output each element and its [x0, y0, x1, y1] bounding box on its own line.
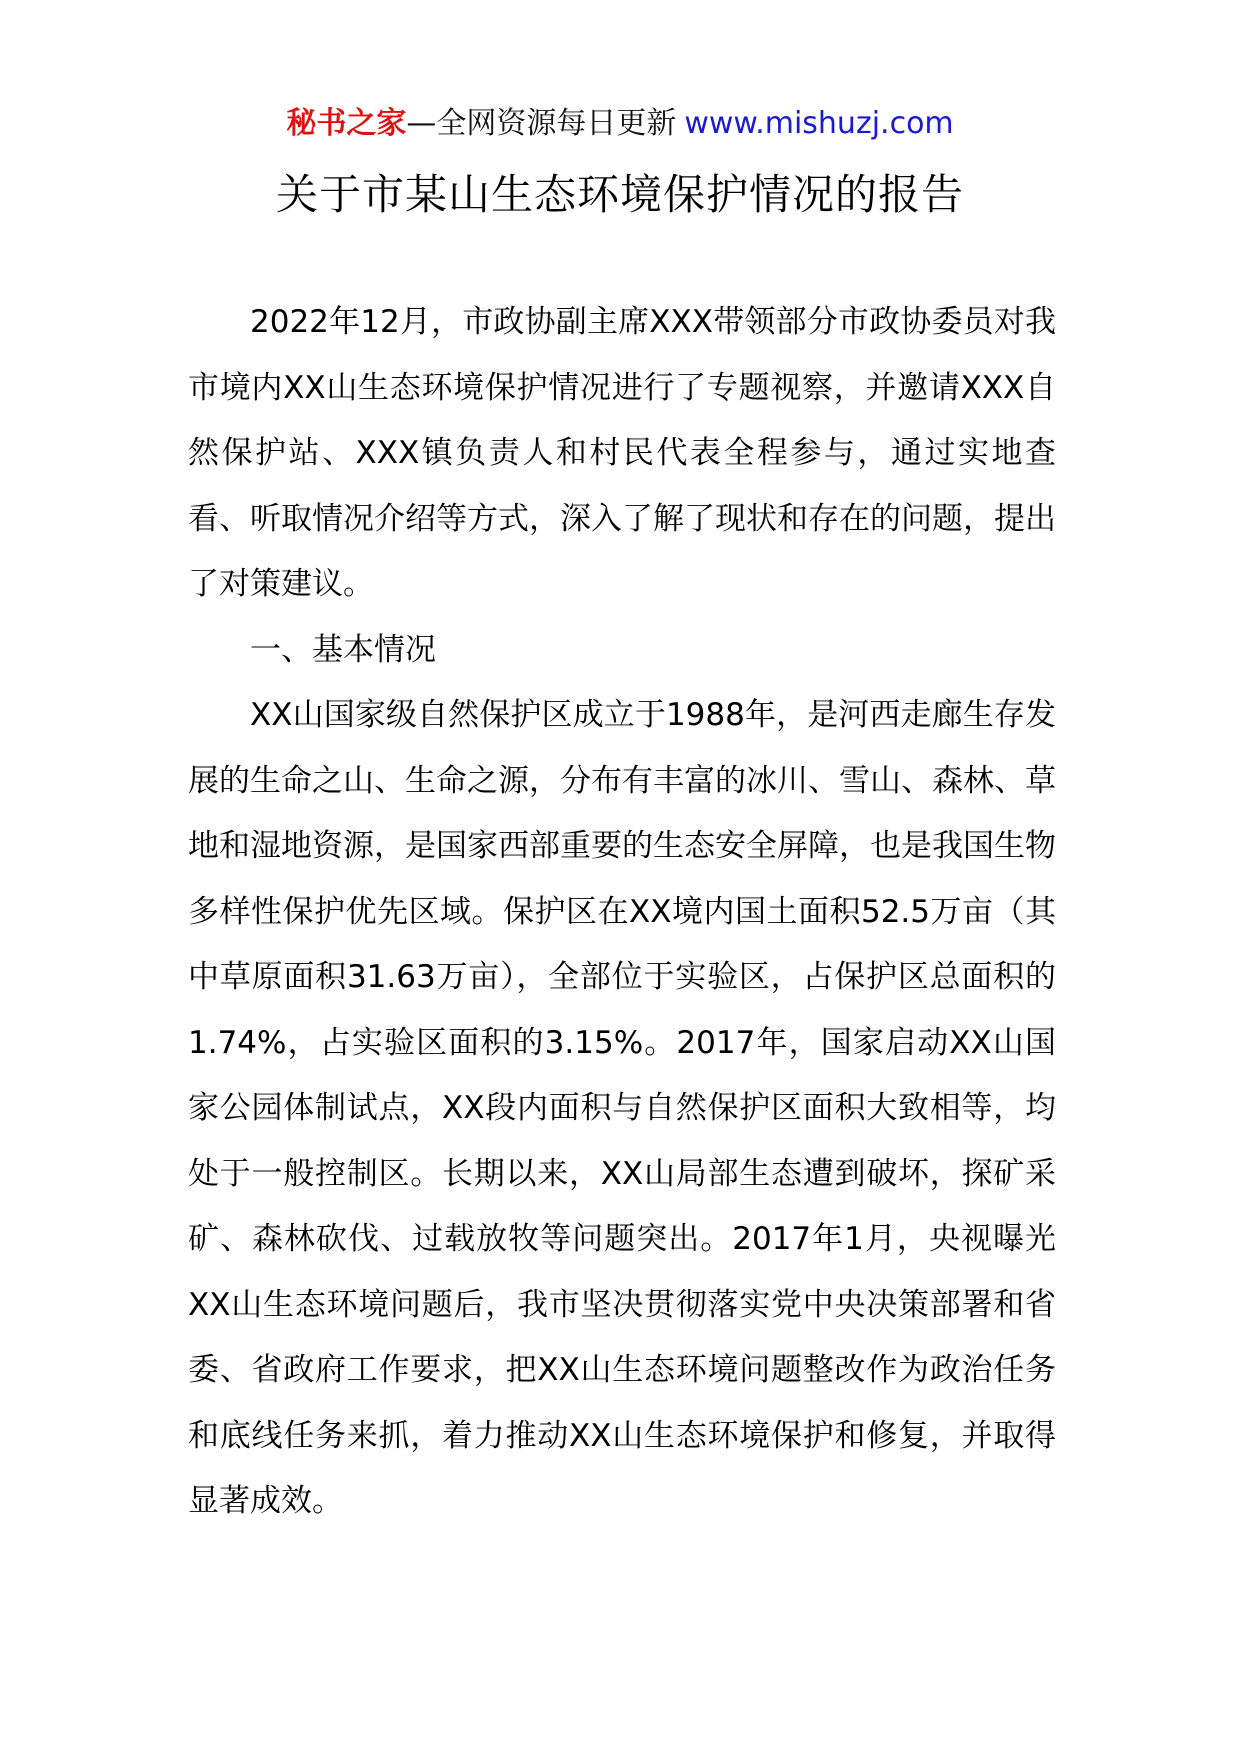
- site-url-link[interactable]: www.mishuzj.com: [684, 106, 954, 141]
- paragraph-basic-situation: XX山国家级自然保护区成立于1988年，是河西走廊生存发展的生命之山、生命之源，分布有丰富的冰川、雪山、森林、草地和湿地资源，是国家西部重要的生态安全屏障，也是我国生物多样性保护优先区域。保护区在XX境内国土面积52.5万亩（其中草原面积31.63万亩），全部位于实验区，占保护区总面积的1.74%，占实验区面积的3.15%。2017年，国家启动XX山国家公园体制试点，XX段内面积与自然保护区面积大致相等，均处于一般控制区。长期以来，XX山局部生态遭到破坏，探矿采矿、森林砍伐、过载放牧等问题突出。2017年1月，央视曝光XX山生态环境问题后，我市坚决贯彻落实党中央决策部署和省委、省政府工作要求，把XX山生态环境问题整改作为政治任务和底线任务来抓，着力推动XX山生态环境保护和修复，并取得显著成效。: [188, 697, 1056, 1519]
- site-header: [0, 100, 1240, 148]
- document-title: 关于市某山生态环境保护情况的报告: [275, 170, 964, 219]
- paragraph-intro: 2022年12月，市政协副主席XXX带领部分市政协委员对我市境内XX山生态环境保护情况进行了专题视察，并邀请XXX自然保护站、XXX镇负责人和村民代表全程参与，通过实地查看、听取情况介绍等方式，深入了解了现状和存在的问题，提出了对策建议。: [188, 304, 1056, 602]
- site-brand: 秘书之家: [286, 106, 407, 141]
- site-tagline: —全网资源每日更新: [406, 106, 677, 141]
- document-body: [188, 290, 1056, 1535]
- section-heading-basic-situation: 一、基本情况: [250, 631, 436, 668]
